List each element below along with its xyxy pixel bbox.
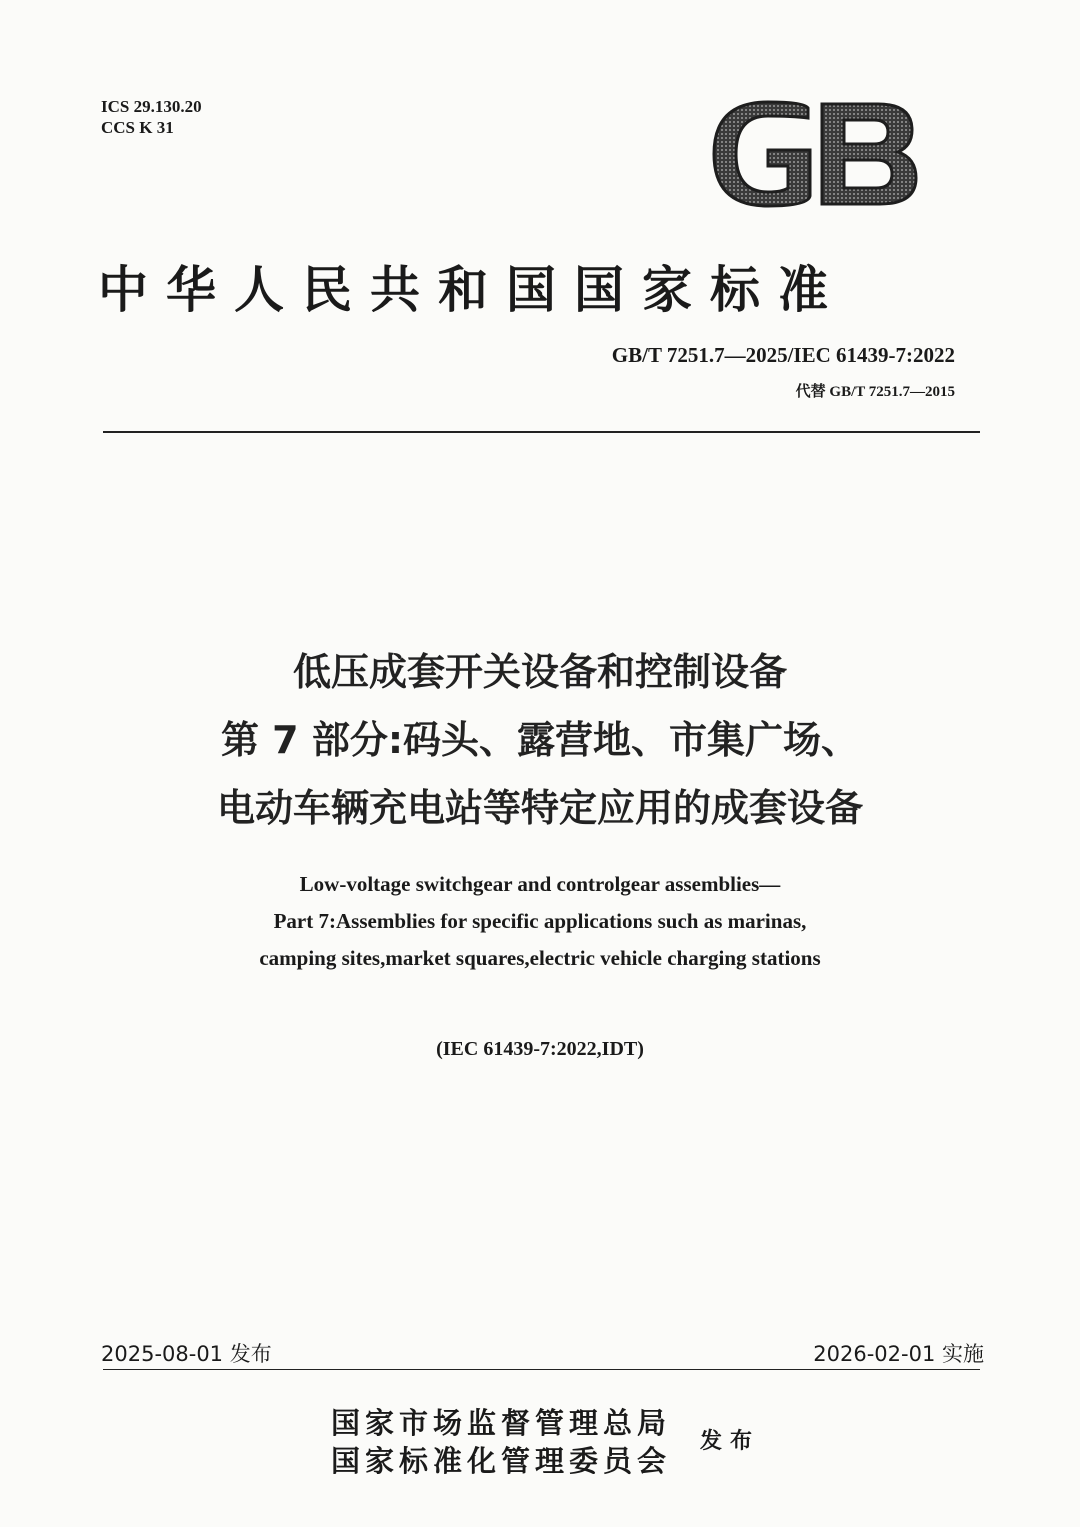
- ccs-code: CCS K 31: [101, 118, 174, 137]
- issuer-sac: 国家标准化管理委员会: [331, 1444, 672, 1478]
- footer-divider: [103, 1369, 980, 1370]
- national-standard-title: 中华人民共和国国家标准: [98, 260, 846, 319]
- english-title-line-3: camping sites,market squares,electric vehicle charging stations: [259, 946, 821, 970]
- implementation-date: 2026-02-01 实施: [813, 1342, 984, 1366]
- issue-date: 2025-08-01 发布: [101, 1342, 272, 1366]
- replaces-standard: 代替 GB/T 7251.7—2015: [795, 384, 955, 400]
- ics-code: ICS 29.130.20: [101, 97, 202, 116]
- equivalence-statement: (IEC 61439-7:2022,IDT): [436, 1038, 644, 1060]
- publish-label: 发布: [700, 1428, 761, 1454]
- header-divider: [103, 431, 980, 433]
- gb-logo: [708, 100, 920, 208]
- english-title-line-1: Low-voltage switchgear and controlgear assemblies—: [299, 872, 781, 896]
- english-title: [0, 866, 1080, 977]
- chinese-title-line-3: 电动车辆充电站等特定应用的成套设备: [216, 786, 863, 830]
- issuer-samr: 国家市场监督管理总局: [331, 1406, 672, 1440]
- chinese-title-line-1: 低压成套开关设备和控制设备: [292, 650, 787, 694]
- standard-number: GB/T 7251.7—2025/IEC 61439-7:2022: [611, 343, 955, 367]
- english-title-line-2: Part 7:Assemblies for specific applications such as marinas,: [273, 909, 807, 933]
- gb-logo-icon: [708, 100, 920, 208]
- chinese-title: [0, 638, 1080, 842]
- classification-codes: [101, 96, 202, 138]
- chinese-title-line-2: 第 7 部分:码头、露营地、市集广场、: [220, 718, 860, 762]
- issuing-organizations: [331, 1404, 671, 1480]
